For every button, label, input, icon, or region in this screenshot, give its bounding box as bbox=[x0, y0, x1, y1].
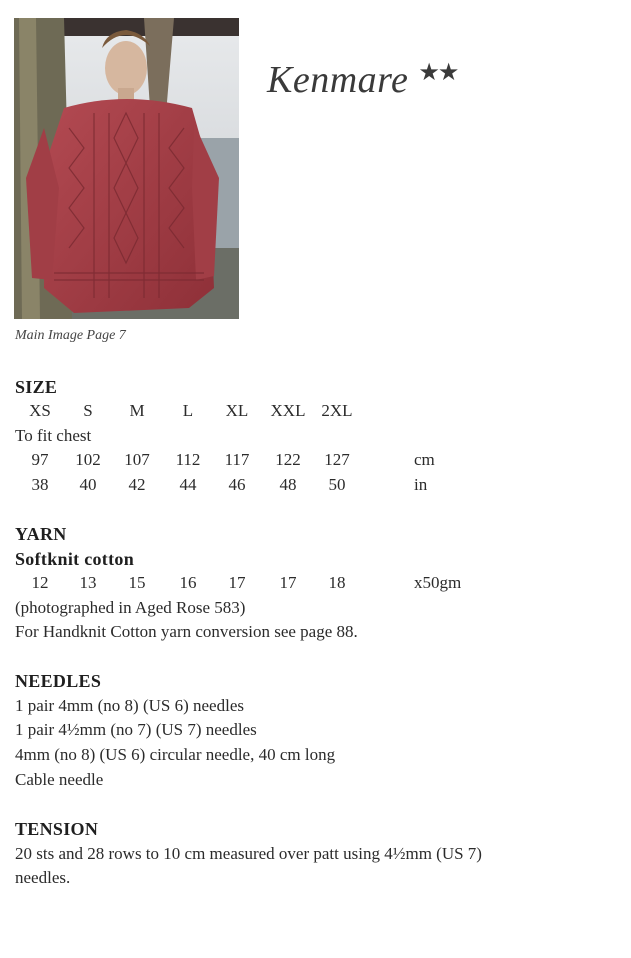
chest-in-value: 48 bbox=[279, 475, 297, 494]
cm-unit: cm bbox=[414, 450, 435, 469]
tension-line: 20 sts and 28 rows to 10 cm measured over patt using 4½mm (US 7) bbox=[15, 844, 482, 863]
chest-in-value: 38 bbox=[31, 475, 49, 494]
chest-in-value: 40 bbox=[79, 475, 97, 494]
needle-line: 1 pair 4½mm (no 7) (US 7) needles bbox=[15, 720, 257, 739]
tension-heading: TENSION bbox=[15, 819, 99, 839]
yarn-qty-value: 18 bbox=[328, 573, 346, 592]
yarn-conversion: For Handknit Cotton yarn conversion see page 88. bbox=[15, 622, 358, 641]
fit-label: To fit chest bbox=[15, 426, 92, 445]
chest-in-row bbox=[0, 475, 631, 497]
needle-line: Cable needle bbox=[15, 770, 104, 789]
chest-cm-value: 107 bbox=[124, 450, 150, 469]
yarn-qty-value: 13 bbox=[79, 573, 97, 592]
yarn-name: Softknit cotton bbox=[15, 549, 135, 569]
size-label: M bbox=[129, 401, 145, 420]
yarn-qty-value: 15 bbox=[128, 573, 146, 592]
chest-cm-value: 112 bbox=[175, 450, 201, 469]
size-label: L bbox=[182, 401, 194, 420]
size-label: 2XL bbox=[321, 401, 353, 420]
size-label: XS bbox=[29, 401, 51, 420]
needle-line: 4mm (no 8) (US 6) circular needle, 40 cm long bbox=[15, 745, 336, 764]
chest-cm-value: 117 bbox=[224, 450, 250, 469]
chest-cm-value: 127 bbox=[324, 450, 350, 469]
difficulty-stars: ★★ bbox=[418, 60, 458, 86]
sweater-photo-illustration bbox=[14, 18, 239, 319]
yarn-unit: x50gm bbox=[414, 573, 462, 592]
chest-in-value: 50 bbox=[328, 475, 346, 494]
size-label: XL bbox=[225, 401, 249, 420]
size-heading: SIZE bbox=[15, 377, 58, 397]
yarn-qty-row bbox=[0, 573, 631, 595]
size-label: XXL bbox=[270, 401, 306, 420]
yarn-qty-value: 17 bbox=[279, 573, 297, 592]
chest-in-value: 44 bbox=[179, 475, 197, 494]
needle-line: 1 pair 4mm (no 8) (US 6) needles bbox=[15, 696, 244, 715]
size-label: S bbox=[83, 401, 93, 420]
yarn-qty-value: 16 bbox=[179, 573, 197, 592]
chest-in-value: 46 bbox=[228, 475, 246, 494]
pattern-name: Kenmare bbox=[267, 59, 409, 101]
needles-heading: NEEDLES bbox=[15, 671, 102, 691]
chest-in-value: 42 bbox=[128, 475, 146, 494]
size-labels-row bbox=[0, 401, 631, 423]
yarn-heading: YARN bbox=[15, 524, 67, 544]
yarn-note: (photographed in Aged Rose 583) bbox=[15, 598, 246, 617]
yarn-qty-value: 12 bbox=[31, 573, 49, 592]
chest-cm-row bbox=[0, 450, 631, 472]
main-photo bbox=[14, 18, 239, 319]
pattern-title bbox=[267, 58, 457, 102]
chest-cm-value: 97 bbox=[31, 450, 49, 469]
photo-caption: Main Image Page 7 bbox=[15, 328, 126, 343]
yarn-qty-value: 17 bbox=[228, 573, 246, 592]
chest-cm-value: 102 bbox=[75, 450, 101, 469]
in-unit: in bbox=[414, 475, 428, 494]
tension-line: needles. bbox=[15, 868, 71, 887]
chest-cm-value: 122 bbox=[275, 450, 301, 469]
